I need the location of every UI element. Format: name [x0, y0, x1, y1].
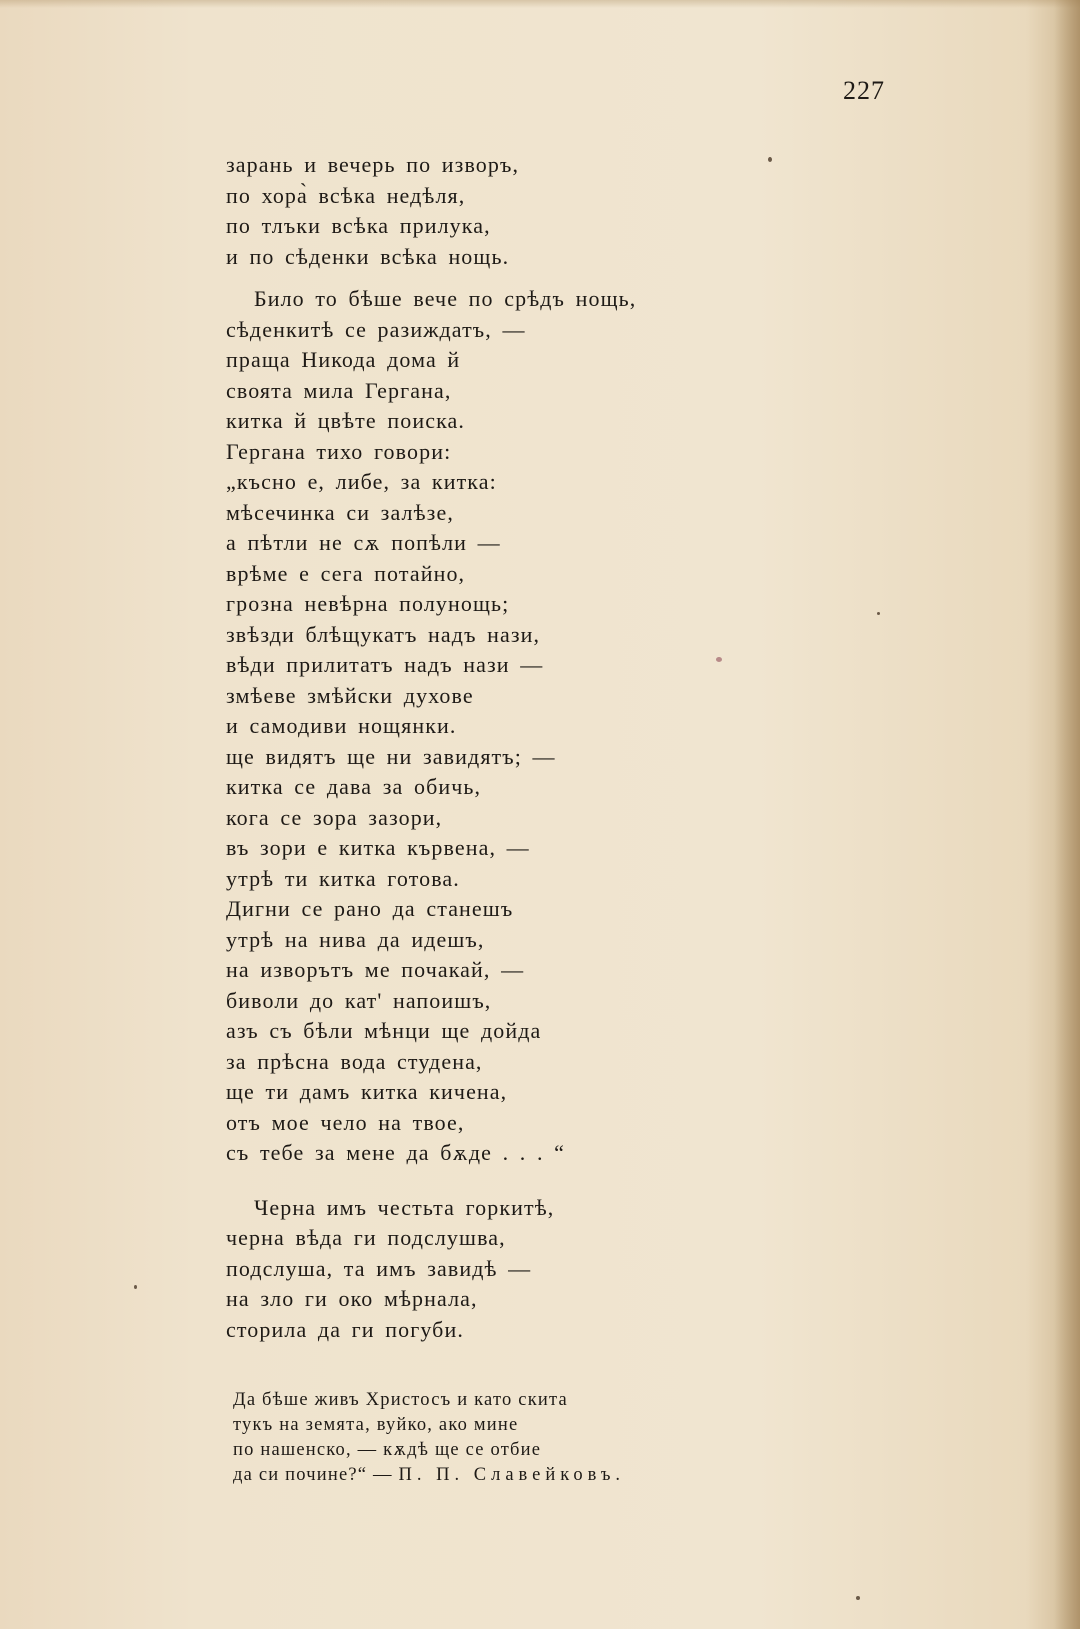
poem-line: сторила да ги погуби.: [226, 1316, 464, 1342]
poem-line: биволи до кат' напоишъ,: [226, 987, 492, 1013]
page-number: 227: [843, 76, 885, 105]
poem-line: кога се зора зазори,: [226, 804, 443, 830]
poem-line: зарань и вечерь по изворъ,: [226, 152, 520, 177]
poem-line: своята мила Гергана,: [226, 377, 452, 403]
page-top-edge: [0, 0, 1080, 8]
poem-line: черна вѣда ги подслушва,: [226, 1225, 506, 1250]
paper-speck: [716, 657, 722, 662]
poem-line: на зло ги око мѣрнала,: [226, 1286, 478, 1311]
epigraph-line-text: да си почине?“ —: [233, 1465, 399, 1485]
poem-line: ще видятъ ще ни завидятъ; —: [226, 743, 556, 769]
poem-line: врѣме е сега потайно,: [226, 560, 466, 586]
paper-speck: [856, 1596, 860, 1600]
poem-line: грозна невѣрна полунощь;: [226, 591, 510, 616]
poem-line: китка й цвѣте поиска.: [226, 408, 465, 433]
poem-line: подслуша, та имъ завидѣ —: [226, 1255, 532, 1281]
epigraph-line: по нашенско, — кѫдѣ ще се отбие: [233, 1440, 542, 1460]
epigraph-quote: [233, 1388, 753, 1488]
epigraph-last-line: [233, 1463, 753, 1488]
poem-line: мѣсечинка си залѣзе,: [226, 499, 454, 525]
poem-line: а пѣтли не сѫ попѣли —: [226, 530, 501, 555]
paper-speck: [134, 1285, 137, 1289]
poem-line: Гергана тихо говори:: [226, 438, 452, 464]
poem-line: на изворътъ ме почакай, —: [226, 957, 525, 982]
poem-line: змѣеве змѣйски духове: [226, 682, 474, 708]
stanza-3: [226, 1193, 866, 1346]
poem-line: утрѣ на нива да идешъ,: [226, 926, 485, 952]
stanza-2: [226, 284, 866, 1169]
poem-line: по тлъки всѣка прилука,: [226, 213, 491, 238]
poem-line: ще ти дамъ китка кичена,: [226, 1079, 508, 1104]
epigraph-line: Да бѣше живъ Христосъ и като скита: [233, 1390, 568, 1410]
poem-line: звѣзди блѣщукатъ надъ нази,: [226, 621, 541, 647]
paper-speck: [877, 612, 880, 615]
poem-line: Било то бѣше вече по срѣдъ нощь,: [254, 286, 637, 311]
poem-line: вѣди прилитатъ надъ нази —: [226, 652, 544, 677]
poem-line: азъ съ бѣли мѣнци ще дойда: [226, 1018, 542, 1043]
poem-line: Дигни се рано да станешъ: [226, 896, 514, 921]
poem-line: китка се дава за обичь,: [226, 774, 482, 799]
poem-line: съ тебе за мене да бѫде . . . “: [226, 1140, 566, 1165]
poem-line: за прѣсна вода студена,: [226, 1048, 483, 1074]
epigraph-author: П. П. Славейковъ.: [398, 1465, 626, 1485]
poem: [226, 150, 866, 1345]
epigraph-line: тукъ на земята, вуйко, ако мине: [233, 1415, 519, 1435]
poem-line: утрѣ ти китка готова.: [226, 865, 460, 891]
poem-line: праща Никода дома й: [226, 347, 461, 372]
poem-line: въ зори е китка кървена, —: [226, 835, 530, 860]
poem-line: Черна имъ честьта горкитѣ,: [254, 1194, 555, 1220]
paper-speck: [768, 157, 772, 162]
poem-line: сѣденкитѣ се разиждатъ, —: [226, 316, 526, 342]
poem-line: и по сѣденки всѣка нощь.: [226, 243, 510, 269]
poem-line: „късно е, либе, за китка:: [226, 469, 497, 494]
poem-line: по хора̀ всѣка недѣля,: [226, 182, 466, 208]
stanza-1: [226, 150, 866, 272]
poem-line: и самодиви нощянки.: [226, 713, 457, 738]
spine-shadow: [1054, 0, 1080, 1629]
poem-line: отъ мое чело на твое,: [226, 1109, 465, 1135]
